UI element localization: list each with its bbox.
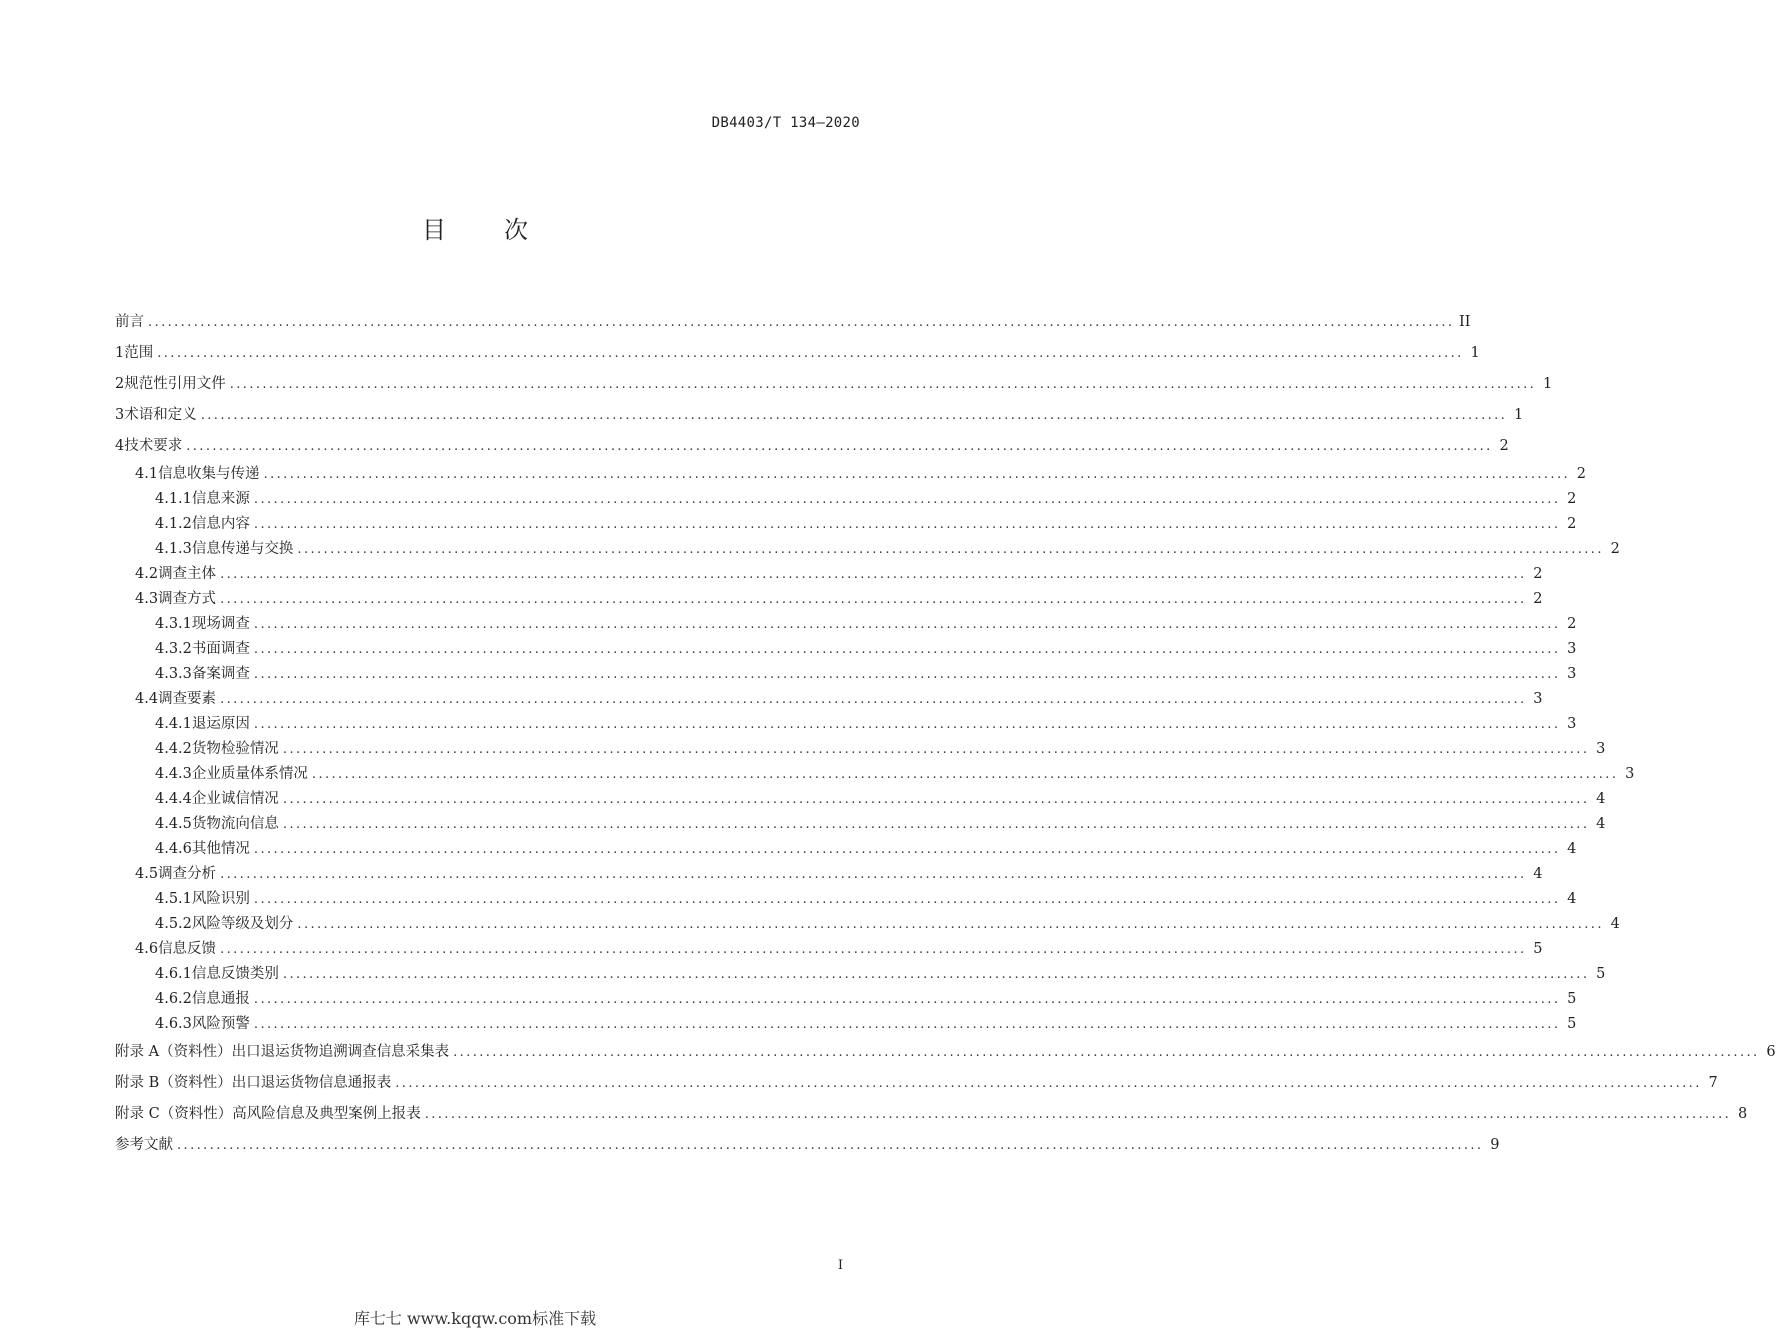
toc-entry[interactable] <box>115 1037 1776 1068</box>
toc-dot-leader: ........................................................................................................................................................................................................ <box>220 867 1527 882</box>
toc-entry[interactable] <box>115 612 1577 637</box>
toc-entry-number: 4.3.1 <box>155 616 192 632</box>
toc-entry-page: 3 <box>1533 691 1543 707</box>
toc-dot-leader: ........................................................................................................................................................................................................ <box>253 842 1561 857</box>
toc-entry-number: 4.1.1 <box>155 491 192 507</box>
toc-entry-page: 2 <box>1499 438 1509 454</box>
document-code: DB4403/T 134—2020 <box>711 115 860 131</box>
toc-entry-page: 2 <box>1533 566 1543 582</box>
toc-entry-page: 3 <box>1625 766 1635 782</box>
toc-entry[interactable] <box>115 307 1471 338</box>
toc-entry[interactable] <box>115 912 1620 937</box>
toc-entry-page: 4 <box>1610 916 1620 932</box>
toc-entry-label: 调查主体 <box>158 566 217 582</box>
toc-entry-label: 企业诚信情况 <box>191 791 279 807</box>
toc-dot-leader: ........................................................................................................................................................................................................ <box>177 1138 1484 1153</box>
toc-entry-page: 1 <box>1470 345 1480 361</box>
toc-dot-leader: ........................................................................................................................................................................................................ <box>282 817 1590 832</box>
toc-entry-label: 企业质量体系情况 <box>191 766 308 782</box>
toc-dot-leader: ........................................................................................................................................................................................................ <box>229 377 1537 392</box>
toc-entry[interactable] <box>115 1130 1500 1161</box>
toc-entry-page: 7 <box>1708 1075 1718 1091</box>
toc-entry-page: 2 <box>1567 516 1577 532</box>
toc-entry-number: 4.4.1 <box>155 716 192 732</box>
toc-dot-leader: ........................................................................................................................................................................................................ <box>297 917 1604 932</box>
toc-entry-label: 货物检验情况 <box>191 741 279 757</box>
toc-entry[interactable] <box>115 787 1606 812</box>
toc-entry-number: 4.5 <box>135 866 159 882</box>
toc-dot-leader: ........................................................................................................................................................................................................ <box>282 742 1590 757</box>
toc-entry-number: 附录 C（资料性） <box>115 1106 233 1122</box>
toc-entry-page: 2 <box>1610 541 1620 557</box>
toc-entry-number: 4.3.2 <box>155 641 192 657</box>
toc-entry-label: 调查分析 <box>158 866 217 882</box>
page-title: 目次 <box>422 216 586 244</box>
toc-entry[interactable] <box>115 587 1543 612</box>
toc-entry-label: 书面调查 <box>191 641 250 657</box>
toc-dot-leader: ........................................................................................................................................................................................................ <box>253 1017 1561 1032</box>
toc-entry[interactable] <box>115 837 1577 862</box>
toc-entry-number: 4.4.3 <box>155 766 192 782</box>
toc-entry-label: 风险预警 <box>191 1016 250 1032</box>
toc-dot-leader: ........................................................................................................................................................................................................ <box>200 408 1508 423</box>
toc-entry-page: 1 <box>1542 376 1553 392</box>
toc-entry-page: 3 <box>1567 641 1577 657</box>
toc-entry-number: 4.4.6 <box>155 841 192 857</box>
toc-entry[interactable] <box>115 562 1543 587</box>
toc-entry[interactable] <box>115 338 1480 369</box>
table-of-contents <box>115 307 1776 1161</box>
toc-dot-leader: ........................................................................................................................................................................................................ <box>253 492 1561 507</box>
toc-entry-number: 4.5.2 <box>155 916 192 932</box>
toc-entry-page: II <box>1459 314 1471 330</box>
toc-entry-page: 3 <box>1567 666 1577 682</box>
toc-entry-number: 4.2 <box>135 566 159 582</box>
toc-dot-leader: ........................................................................................................................................................................................................ <box>282 792 1590 807</box>
toc-entry-page: 4 <box>1567 841 1577 857</box>
toc-entry[interactable] <box>115 537 1620 562</box>
toc-entry[interactable] <box>115 987 1577 1012</box>
toc-entry-label: 范围 <box>124 345 154 361</box>
toc-dot-leader: ........................................................................................................................................................................................................ <box>253 992 1561 1007</box>
toc-entry-number: 2 <box>115 376 125 392</box>
toc-entry-page: 2 <box>1567 491 1577 507</box>
toc-entry-label: 高风险信息及典型案例上报表 <box>232 1106 421 1122</box>
toc-dot-leader: ........................................................................................................................................................................................................ <box>157 346 1464 361</box>
toc-dot-leader: ........................................................................................................................................................................................................ <box>297 542 1604 557</box>
toc-entry-number: 4.3.3 <box>155 666 192 682</box>
toc-dot-leader: ........................................................................................................................................................................................................ <box>424 1107 1732 1122</box>
toc-entry-number: 4.4.5 <box>155 816 192 832</box>
toc-entry[interactable] <box>115 687 1543 712</box>
toc-entry[interactable] <box>115 962 1606 987</box>
watermark: 库七七 www.kqqw.com标准下载 <box>353 1309 597 1328</box>
toc-entry-page: 6 <box>1766 1044 1776 1060</box>
toc-entry-label: 信息传递与交换 <box>191 541 294 557</box>
toc-entry[interactable] <box>115 512 1577 537</box>
toc-entry-number: 1 <box>115 345 125 361</box>
toc-dot-leader: ........................................................................................................................................................................................................ <box>453 1045 1760 1060</box>
toc-entry-label: 退运原因 <box>191 716 250 732</box>
toc-entry-label: 技术要求 <box>124 438 183 454</box>
toc-entry[interactable] <box>115 712 1577 737</box>
toc-entry[interactable] <box>115 431 1509 462</box>
toc-dot-leader: ........................................................................................................................................................................................................ <box>253 717 1561 732</box>
toc-entry-label: 信息通报 <box>191 991 250 1007</box>
toc-entry-label: 信息反馈类别 <box>191 966 279 982</box>
toc-entry-number: 4.1 <box>135 466 159 482</box>
toc-entry[interactable] <box>115 1068 1718 1099</box>
toc-entry-label: 规范性引用文件 <box>124 376 226 392</box>
toc-entry-number: 4.5.1 <box>155 891 192 907</box>
toc-entry-label: 信息内容 <box>191 516 250 532</box>
toc-entry-label: 术语和定义 <box>124 407 197 423</box>
toc-entry-page: 5 <box>1533 941 1543 957</box>
toc-entry-label: 货物流向信息 <box>191 816 279 832</box>
toc-entry-label: 其他情况 <box>191 841 250 857</box>
toc-entry-number: 4.6.3 <box>155 1016 192 1032</box>
toc-entry-number: 4.4.4 <box>155 791 192 807</box>
toc-entry-number: 4.6.2 <box>155 991 192 1007</box>
toc-entry-label: 备案调查 <box>191 666 250 682</box>
toc-entry-number: 4.1.3 <box>155 541 192 557</box>
toc-dot-leader: ........................................................................................................................................................................................................ <box>220 592 1527 607</box>
toc-entry[interactable] <box>115 737 1606 762</box>
toc-entry-page: 9 <box>1490 1137 1500 1153</box>
toc-entry-label: 调查方式 <box>158 591 217 607</box>
toc-entry-number: 4.6.1 <box>155 966 192 982</box>
toc-entry-label: 出口退运货物追溯调查信息采集表 <box>231 1044 450 1060</box>
toc-dot-leader: ........................................................................................................................................................................................................ <box>148 315 1455 330</box>
toc-entry-page: 4 <box>1533 866 1543 882</box>
toc-entry-number: 3 <box>115 407 125 423</box>
toc-entry-label: 风险等级及划分 <box>191 916 294 932</box>
toc-entry-page: 2 <box>1576 466 1587 482</box>
toc-entry-label: 信息来源 <box>191 491 250 507</box>
toc-dot-leader: ........................................................................................................................................................................................................ <box>263 467 1571 482</box>
toc-dot-leader: ........................................................................................................................................................................................................ <box>253 892 1561 907</box>
toc-entry[interactable] <box>115 1099 1748 1130</box>
toc-entry-number: 附录 B（资料性） <box>115 1075 232 1091</box>
toc-entry[interactable] <box>115 762 1635 787</box>
toc-entry-label: 出口退运货物信息通报表 <box>231 1075 392 1091</box>
toc-entry-page: 5 <box>1567 991 1577 1007</box>
toc-entry[interactable] <box>115 462 1587 487</box>
page-number: I <box>837 1258 843 1273</box>
toc-entry-page: 8 <box>1737 1106 1748 1122</box>
toc-entry-label: 信息反馈 <box>158 941 217 957</box>
toc-entry[interactable] <box>115 812 1606 837</box>
toc-dot-leader: ........................................................................................................................................................................................................ <box>311 767 1619 782</box>
toc-entry-number: 附录 A（资料性） <box>115 1044 232 1060</box>
toc-entry-label: 风险识别 <box>191 891 250 907</box>
toc-entry-label: 现场调查 <box>191 616 250 632</box>
toc-dot-leader: ........................................................................................................................................................................................................ <box>253 642 1561 657</box>
toc-entry-page: 5 <box>1567 1016 1577 1032</box>
toc-entry-number: 4 <box>115 438 125 454</box>
toc-entry-number: 4.3 <box>135 591 159 607</box>
toc-entry-page: 3 <box>1596 741 1606 757</box>
toc-entry[interactable] <box>115 862 1543 887</box>
toc-dot-leader: ........................................................................................................................................................................................................ <box>282 967 1590 982</box>
toc-entry[interactable] <box>115 887 1577 912</box>
toc-entry-number: 4.4.2 <box>155 741 192 757</box>
toc-entry-label: 调查要素 <box>158 691 217 707</box>
toc-entry[interactable] <box>115 1012 1577 1037</box>
toc-dot-leader: ........................................................................................................................................................................................................ <box>253 667 1561 682</box>
toc-dot-leader: ........................................................................................................................................................................................................ <box>253 617 1561 632</box>
toc-dot-leader: ........................................................................................................................................................................................................ <box>220 567 1527 582</box>
toc-entry-number: 4.6 <box>135 941 159 957</box>
toc-entry[interactable] <box>115 487 1577 512</box>
toc-entry[interactable] <box>115 637 1577 662</box>
toc-entry[interactable] <box>115 400 1524 431</box>
toc-entry-label: 参考文献 <box>115 1137 173 1153</box>
toc-dot-leader: ........................................................................................................................................................................................................ <box>395 1076 1702 1091</box>
toc-dot-leader: ........................................................................................................................................................................................................ <box>253 517 1561 532</box>
toc-entry[interactable] <box>115 369 1553 400</box>
toc-entry[interactable] <box>115 662 1577 687</box>
toc-entry-page: 3 <box>1567 716 1577 732</box>
toc-entry-label: 信息收集与传递 <box>158 466 260 482</box>
toc-dot-leader: ........................................................................................................................................................................................................ <box>220 942 1527 957</box>
toc-entry-page: 5 <box>1596 966 1606 982</box>
toc-entry-number: 4.4 <box>135 691 159 707</box>
toc-entry-label: 前言 <box>115 314 144 330</box>
toc-entry-page: 4 <box>1596 791 1606 807</box>
toc-entry-page: 4 <box>1596 816 1606 832</box>
toc-dot-leader: ........................................................................................................................................................................................................ <box>220 692 1527 707</box>
toc-entry-page: 2 <box>1533 591 1543 607</box>
toc-entry[interactable] <box>115 937 1543 962</box>
toc-entry-page: 4 <box>1567 891 1577 907</box>
toc-entry-number: 4.1.2 <box>155 516 192 532</box>
toc-entry-page: 2 <box>1567 616 1577 632</box>
toc-entry-page: 1 <box>1513 407 1524 423</box>
toc-dot-leader: ........................................................................................................................................................................................................ <box>186 439 1493 454</box>
